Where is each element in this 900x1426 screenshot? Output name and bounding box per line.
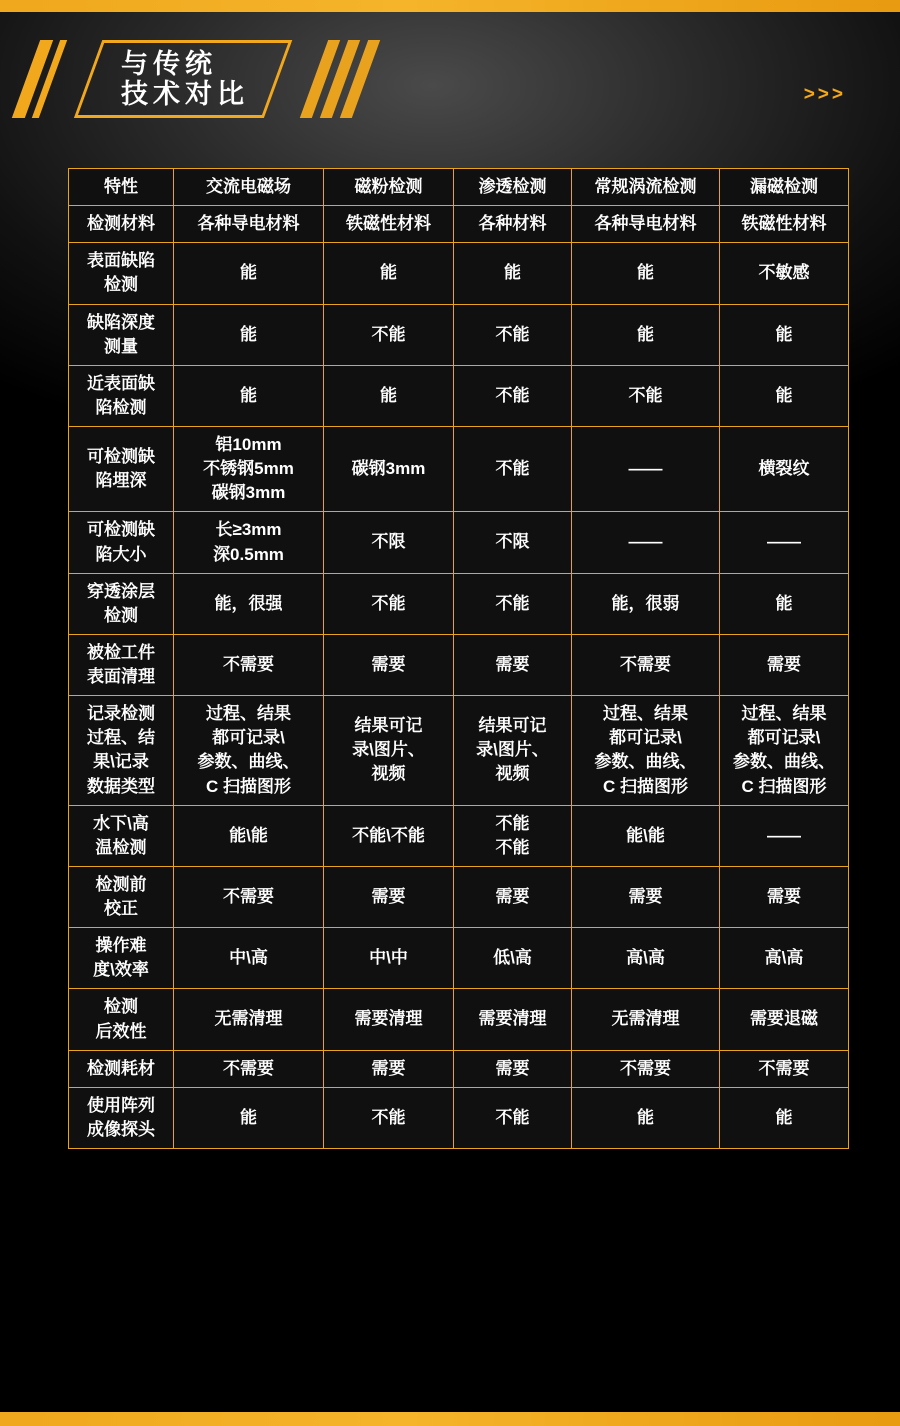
table-row: [69, 696, 849, 806]
table-cell: 不需要: [174, 634, 324, 695]
table-cell: 能，很强: [174, 573, 324, 634]
table-cell: 需要: [572, 866, 720, 927]
table-cell: 各种导电材料: [174, 206, 324, 243]
column-header: 交流电磁场: [174, 169, 324, 206]
row-feature-label: 记录检测 过程、结 果\记录 数据类型: [69, 696, 174, 806]
table-cell: 结果可记 录\图片、 视频: [324, 696, 454, 806]
table-cell: 需要: [454, 1050, 572, 1087]
table-cell: 长≥3mm 深0.5mm: [174, 512, 324, 573]
table-cell: 不能: [324, 1087, 454, 1148]
table-cell: 需要退磁: [720, 989, 849, 1050]
top-accent-bar: [0, 0, 900, 12]
table-cell: 能\能: [572, 805, 720, 866]
table-row: [69, 427, 849, 512]
table-cell: 高\高: [572, 928, 720, 989]
table-cell: 中\中: [324, 928, 454, 989]
table-cell: 不敏感: [720, 243, 849, 304]
table-row: [69, 573, 849, 634]
table-row: [69, 928, 849, 989]
column-header: 特性: [69, 169, 174, 206]
table-cell: ——: [572, 512, 720, 573]
table-cell: 各种导电材料: [572, 206, 720, 243]
table-cell: 碳钢3mm: [324, 427, 454, 512]
column-header: 漏磁检测: [720, 169, 849, 206]
table-cell: 能: [572, 1087, 720, 1148]
table-cell: 无需清理: [174, 989, 324, 1050]
table-cell: 需要: [720, 866, 849, 927]
table-row: [69, 512, 849, 573]
row-feature-label: 缺陷深度 测量: [69, 304, 174, 365]
table-cell: 不需要: [174, 1050, 324, 1087]
table-cell: 不需要: [174, 866, 324, 927]
table-cell: 高\高: [720, 928, 849, 989]
comparison-table-wrapper: [68, 168, 848, 1149]
table-cell: 不能: [572, 365, 720, 426]
row-feature-label: 检测 后效性: [69, 989, 174, 1050]
table-row: [69, 989, 849, 1050]
table-cell: ——: [572, 427, 720, 512]
table-cell: 不能: [454, 365, 572, 426]
table-cell: ——: [720, 512, 849, 573]
row-feature-label: 表面缺陷 检测: [69, 243, 174, 304]
table-cell: 不能: [454, 1087, 572, 1148]
table-cell: 能，很弱: [572, 573, 720, 634]
table-cell: 铁磁性材料: [324, 206, 454, 243]
left-slash-decoration: [26, 40, 60, 118]
table-cell: 能: [720, 365, 849, 426]
table-cell: 不能: [454, 304, 572, 365]
table-row: [69, 304, 849, 365]
table-cell: 能: [324, 365, 454, 426]
row-feature-label: 可检测缺 陷埋深: [69, 427, 174, 512]
table-cell: 不需要: [720, 1050, 849, 1087]
table-cell: 能: [572, 304, 720, 365]
comparison-table: [68, 168, 849, 1149]
row-feature-label: 检测前 校正: [69, 866, 174, 927]
table-cell: 铝10mm 不锈钢5mm 碳钢3mm: [174, 427, 324, 512]
table-cell: 不能: [324, 573, 454, 634]
column-header: 磁粉检测: [324, 169, 454, 206]
table-cell: 低\高: [454, 928, 572, 989]
row-feature-label: 检测耗材: [69, 1050, 174, 1087]
arrows-icon: >>>: [803, 84, 846, 105]
table-row: [69, 365, 849, 426]
bottom-accent-bar: [0, 1412, 900, 1426]
row-feature-label: 被检工件 表面清理: [69, 634, 174, 695]
table-cell: 不限: [324, 512, 454, 573]
column-header: 常规涡流检测: [572, 169, 720, 206]
table-cell: 能: [572, 243, 720, 304]
table-row: [69, 206, 849, 243]
table-cell: 需要: [720, 634, 849, 695]
row-feature-label: 使用阵列 成像探头: [69, 1087, 174, 1148]
table-cell: 需要: [454, 634, 572, 695]
table-row: [69, 1050, 849, 1087]
row-feature-label: 检测材料: [69, 206, 174, 243]
table-cell: 能: [174, 304, 324, 365]
table-cell: 不能 不能: [454, 805, 572, 866]
table-row: [69, 243, 849, 304]
row-feature-label: 可检测缺 陷大小: [69, 512, 174, 573]
table-cell: 能: [454, 243, 572, 304]
table-cell: 需要清理: [324, 989, 454, 1050]
page-title-line-1: 与传统: [121, 49, 217, 79]
row-feature-label: 近表面缺 陷检测: [69, 365, 174, 426]
table-cell: 需要: [324, 866, 454, 927]
table-cell: 过程、结果 都可记录\ 参数、曲线、 C 扫描图形: [720, 696, 849, 806]
table-cell: 需要: [324, 634, 454, 695]
table-cell: 不需要: [572, 1050, 720, 1087]
table-cell: 铁磁性材料: [720, 206, 849, 243]
table-cell: ——: [720, 805, 849, 866]
table-header-row: [69, 169, 849, 206]
table-cell: 中\高: [174, 928, 324, 989]
row-feature-label: 水下\高 温检测: [69, 805, 174, 866]
row-feature-label: 操作难 度\效率: [69, 928, 174, 989]
table-cell: 需要清理: [454, 989, 572, 1050]
table-cell: 能: [720, 304, 849, 365]
table-row: [69, 1087, 849, 1148]
table-cell: 能: [174, 243, 324, 304]
table-cell: 能: [720, 573, 849, 634]
page-title-line-2: 技术对比: [121, 79, 249, 110]
page-title: [74, 40, 293, 118]
table-cell: 能: [720, 1087, 849, 1148]
table-cell: 结果可记 录\图片、 视频: [454, 696, 572, 806]
table-cell: 能: [174, 1087, 324, 1148]
right-slash-decoration: [314, 40, 374, 118]
row-feature-label: 穿透涂层 检测: [69, 573, 174, 634]
table-cell: 需要: [324, 1050, 454, 1087]
table-cell: 不能: [454, 427, 572, 512]
table-cell: 无需清理: [572, 989, 720, 1050]
table-cell: 过程、结果 都可记录\ 参数、曲线、 C 扫描图形: [572, 696, 720, 806]
table-row: [69, 866, 849, 927]
header-banner: [26, 40, 874, 118]
table-cell: 需要: [454, 866, 572, 927]
table-cell: 能: [174, 365, 324, 426]
column-header: 渗透检测: [454, 169, 572, 206]
table-cell: 不能: [454, 573, 572, 634]
table-cell: 不能\不能: [324, 805, 454, 866]
table-cell: 能\能: [174, 805, 324, 866]
table-cell: 不限: [454, 512, 572, 573]
table-cell: 各种材料: [454, 206, 572, 243]
table-cell: 能: [324, 243, 454, 304]
table-row: [69, 634, 849, 695]
table-cell: 横裂纹: [720, 427, 849, 512]
table-row: [69, 805, 849, 866]
table-cell: 过程、结果 都可记录\ 参数、曲线、 C 扫描图形: [174, 696, 324, 806]
table-cell: 不能: [324, 304, 454, 365]
table-cell: 不需要: [572, 634, 720, 695]
